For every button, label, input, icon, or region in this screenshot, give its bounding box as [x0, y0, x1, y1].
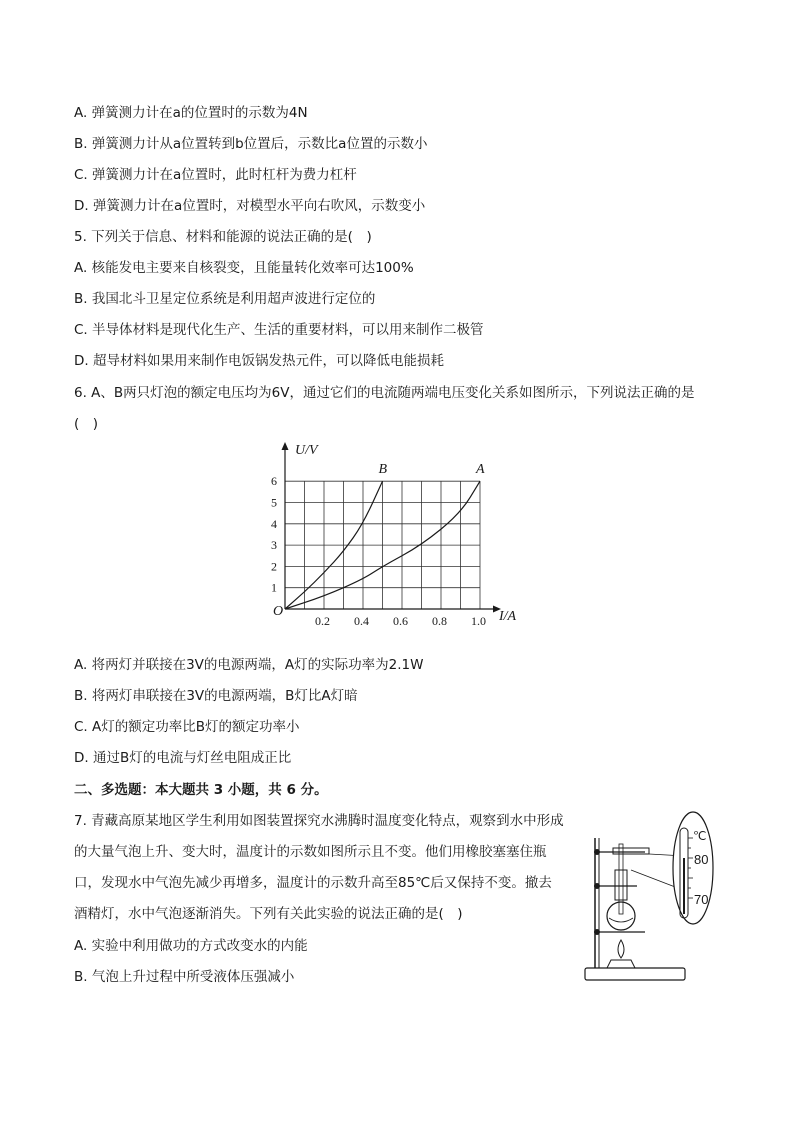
y-tick-label: 5	[271, 495, 277, 510]
q5-option-d: D. 超导材料如果用来制作电饭锅发热元件，可以降低电能损耗	[74, 353, 444, 369]
thermometer-label-80: 80	[694, 852, 709, 867]
q5-stem: 5. 下列关于信息、材料和能源的说法正确的是( )	[74, 229, 372, 245]
section-heading: 二、多选题：本大题共 3 小题，共 6 分。	[74, 782, 328, 798]
q6-option-d: D. 通过B灯的电流与灯丝电阻成正比	[74, 750, 292, 766]
q5-option-b: B. 我国北斗卫星定位系统是利用超声波进行定位的	[74, 291, 376, 307]
x-tick-label: 0.6	[393, 614, 408, 628]
alcohol-lamp	[607, 940, 635, 968]
q6-option-a: A. 将两灯并联接在3V的电源两端，A灯的实际功率为2.1W	[74, 657, 424, 673]
q5-option-c: C. 半导体材料是现代化生产、生活的重要材料，可以用来制作二极管	[74, 322, 484, 338]
origin-label: O	[273, 604, 284, 619]
thermometer-unit: ℃	[693, 829, 707, 843]
series-label-a: A	[476, 462, 485, 478]
q4-option-a: A. 弹簧测力计在a的位置时的示数为4N	[74, 105, 308, 121]
y-tick-label: 2	[271, 559, 277, 574]
q6-option-b: B. 将两灯串联接在3V的电源两端，B灯比A灯暗	[74, 688, 358, 704]
u-i-graph	[255, 440, 530, 630]
y-axis-label: U/V	[295, 443, 318, 458]
y-tick-label: 4	[271, 516, 277, 531]
graph-ticks	[271, 474, 486, 628]
q4-option-b: B. 弹簧测力计从a位置转到b位置后，示数比a位置的示数小	[74, 136, 428, 152]
x-tick-label: 1.0	[471, 614, 486, 628]
q5-option-a: A. 核能发电主要来自核裂变，且能量转化效率可达100%	[74, 260, 414, 276]
q7-option-a: A. 实验中利用做功的方式改变水的内能	[74, 938, 308, 954]
y-axis-arrow	[282, 442, 289, 450]
x-axis-label: I/A	[499, 609, 517, 624]
q7-stem: 7. 青藏高原某地区学生利用如图装置探究水沸腾时温度变化特点，观察到水中形成的大量气泡上升、变大时，温度计的示数如图所示且不变。他们用橡胶塞塞住瓶口，发现水中气泡先减少再增多，温度计的示数升高至85℃后又保持不变。撤去酒精灯，水中气泡逐渐消失。下列有关此实验的说法正确的是( )	[74, 813, 564, 922]
q7-option-b: B. 气泡上升过程中所受液体压强减小	[74, 969, 295, 985]
x-tick-label: 0.8	[432, 614, 447, 628]
graph-axes	[282, 442, 502, 613]
flask	[607, 844, 649, 930]
thermometer-callout	[673, 812, 713, 924]
y-tick-label: 6	[271, 474, 277, 489]
series-label-b: B	[378, 462, 388, 478]
graph-series	[285, 462, 485, 609]
y-tick-label: 3	[271, 538, 277, 553]
q6-stem-line1: 6. A、B两只灯泡的额定电压均为6V，通过它们的电流随两端电压变化关系如图所示，下列说法正确的是	[74, 385, 695, 401]
q4-option-d: D. 弹簧测力计在a位置时，对模型水平向右吹风，示数变小	[74, 198, 426, 214]
boiling-apparatus-figure	[575, 808, 715, 988]
q6-option-c: C. A灯的额定功率比B灯的额定功率小	[74, 719, 300, 735]
q4-option-c: C. 弹簧测力计在a位置时，此时杠杆为费力杠杆	[74, 167, 357, 183]
q6-stem-line2: ( )	[74, 416, 99, 432]
thermometer-label-70: 70	[694, 892, 709, 907]
graph-grid	[285, 481, 480, 609]
x-tick-label: 0.4	[354, 614, 369, 628]
y-tick-label: 1	[271, 580, 277, 595]
x-tick-label: 0.2	[315, 614, 330, 628]
stand	[585, 838, 685, 980]
